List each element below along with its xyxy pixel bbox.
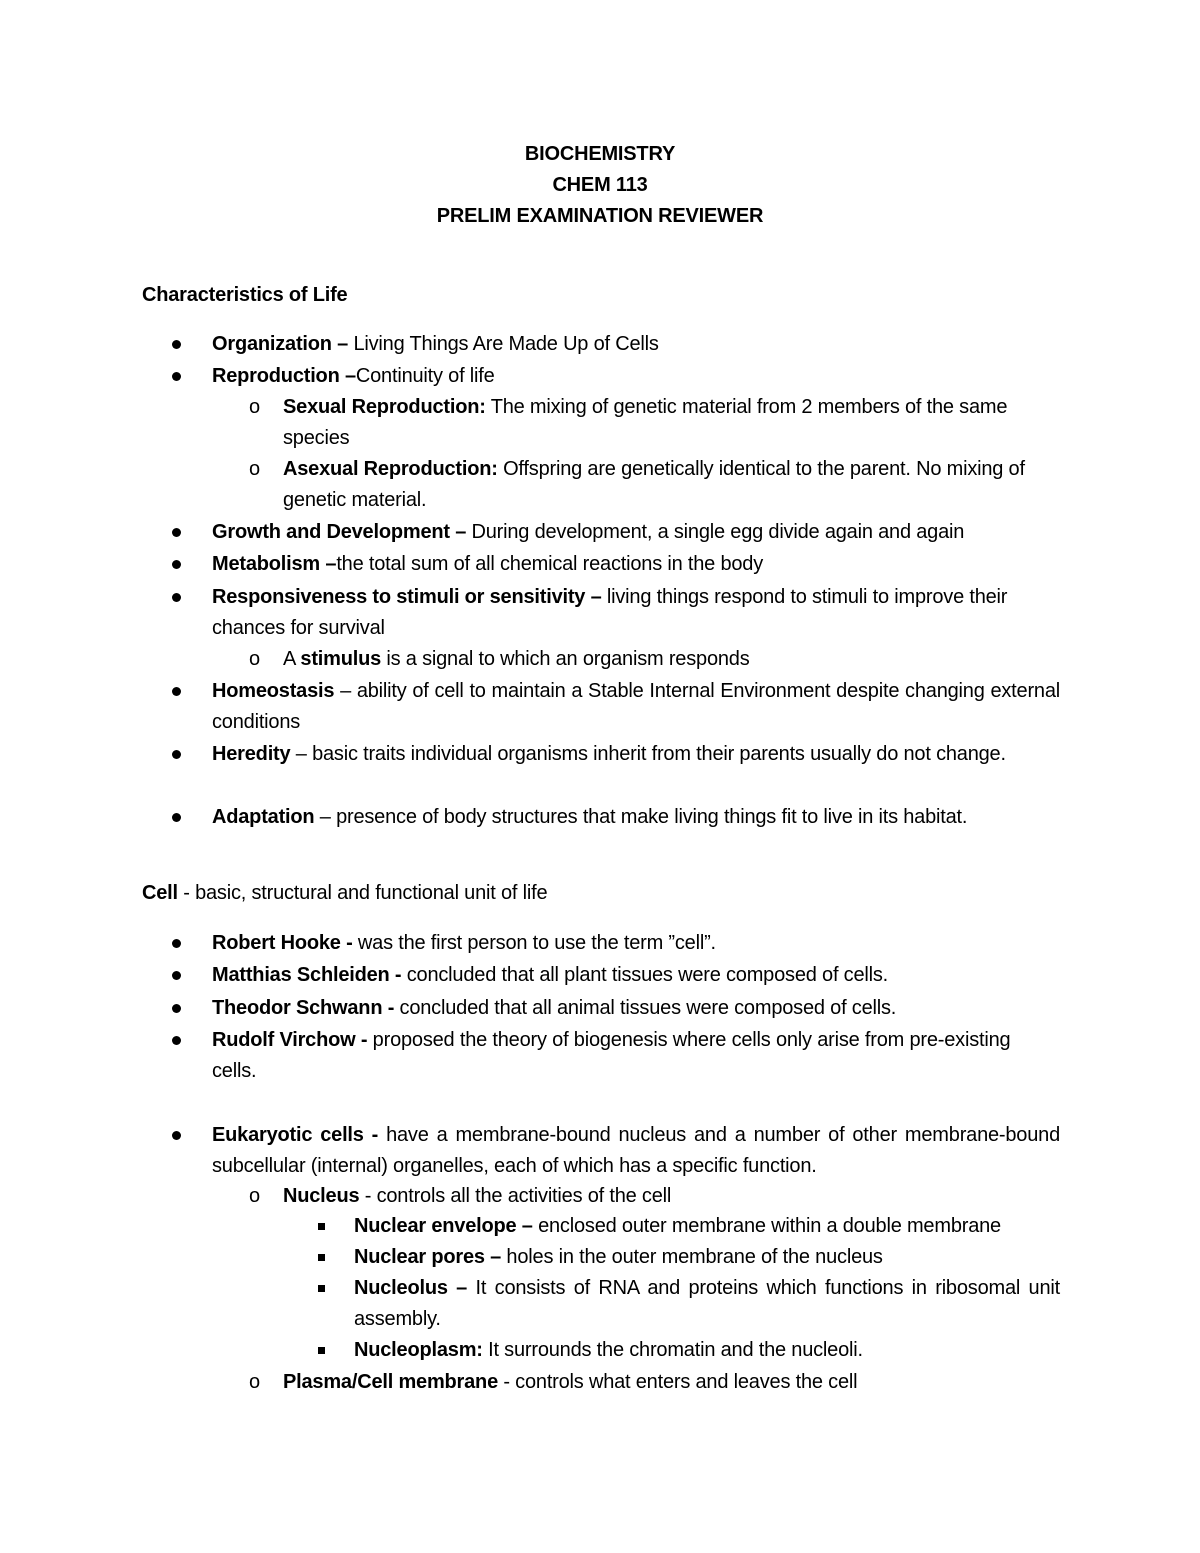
document-title: BIOCHEMISTRY	[524, 143, 676, 165]
section-heading-characteristics: Characteristics of Life	[142, 284, 348, 306]
bullet-dot	[172, 361, 181, 392]
list-item-sexual-reproduction: Sexual Reproduction: The mixing of genetic material from 2 members of the same species	[283, 396, 1008, 449]
bullet-square	[318, 1273, 325, 1304]
bullet-circle: o	[249, 1185, 260, 1207]
list-item-nuclear-envelope: Nuclear envelope – enclosed outer membrane within a double membrane	[354, 1215, 1001, 1237]
bullet-circle: o	[249, 648, 260, 670]
list-item-nuclear-pores: Nuclear pores – holes in the outer membrane of the nucleus	[354, 1246, 883, 1268]
bullet-dot	[172, 802, 181, 833]
bullet-dot	[172, 582, 181, 613]
bullet-dot	[172, 1120, 181, 1151]
bullet-dot	[172, 549, 181, 580]
bullet-dot	[172, 676, 181, 707]
list-item-reproduction: Reproduction –Continuity of life	[212, 365, 495, 387]
course-code: CHEM 113	[552, 174, 648, 196]
list-item-plasma-membrane: Plasma/Cell membrane - controls what enters and leaves the cell	[283, 1371, 858, 1393]
list-item-asexual-reproduction: Asexual Reproduction: Offspring are genetically identical to the parent. No mixing of genetic material.	[283, 458, 1025, 511]
bullet-square	[318, 1335, 325, 1366]
section-heading-cell: Cell - basic, structural and functional unit of life	[142, 882, 548, 904]
list-item-homeostasis: Homeostasis – ability of cell to maintain a Stable Internal Environment despite changing external conditions	[212, 680, 1060, 733]
list-item-eukaryotic: Eukaryotic cells - have a membrane-bound nucleus and a number of other membrane-bound subcellular (internal) organelles, each of which has a specific function.	[212, 1124, 1060, 1177]
bullet-circle: o	[249, 458, 260, 480]
list-item-stimulus: A stimulus is a signal to which an organism responds	[283, 648, 750, 670]
list-item-nucleus: Nucleus - controls all the activities of the cell	[283, 1185, 672, 1207]
list-item-nucleoplasm: Nucleoplasm: It surrounds the chromatin and the nucleoli.	[354, 1339, 863, 1361]
list-item-nucleolus: Nucleolus – It consists of RNA and proteins which functions in ribosomal unit assembly.	[354, 1277, 1060, 1330]
bullet-dot	[172, 960, 181, 991]
bullet-dot	[172, 739, 181, 770]
bullet-dot	[172, 993, 181, 1024]
bullet-dot	[172, 329, 181, 360]
list-item-organization: Organization – Living Things Are Made Up of Cells	[212, 333, 659, 355]
list-item-virchow: Rudolf Virchow - proposed the theory of biogenesis where cells only arise from pre-existing cells.	[212, 1029, 1011, 1082]
list-item-growth: Growth and Development – During development, a single egg divide again and again	[212, 521, 965, 543]
list-item-heredity: Heredity – basic traits individual organisms inherit from their parents usually do not change.	[212, 743, 1006, 765]
bullet-dot	[172, 928, 181, 959]
bullet-dot	[172, 1025, 181, 1056]
list-item-adaptation: Adaptation – presence of body structures that make living things fit to live in its habitat.	[212, 806, 968, 828]
bullet-square	[318, 1211, 325, 1242]
list-item-schwann: Theodor Schwann - concluded that all animal tissues were composed of cells.	[212, 997, 897, 1019]
list-item-hooke: Robert Hooke - was the first person to use the term ”cell”.	[212, 932, 716, 954]
bullet-dot	[172, 517, 181, 548]
list-item-metabolism: Metabolism –the total sum of all chemical reactions in the body	[212, 553, 764, 575]
document-subtitle: PRELIM EXAMINATION REVIEWER	[436, 205, 764, 227]
bullet-circle: o	[249, 1371, 260, 1393]
bullet-square	[318, 1242, 325, 1273]
bullet-circle: o	[249, 396, 260, 418]
list-item-schleiden: Matthias Schleiden - concluded that all plant tissues were composed of cells.	[212, 964, 889, 986]
list-item-responsiveness: Responsiveness to stimuli or sensitivity – living things respond to stimuli to improve their chances for survival	[212, 586, 1008, 639]
